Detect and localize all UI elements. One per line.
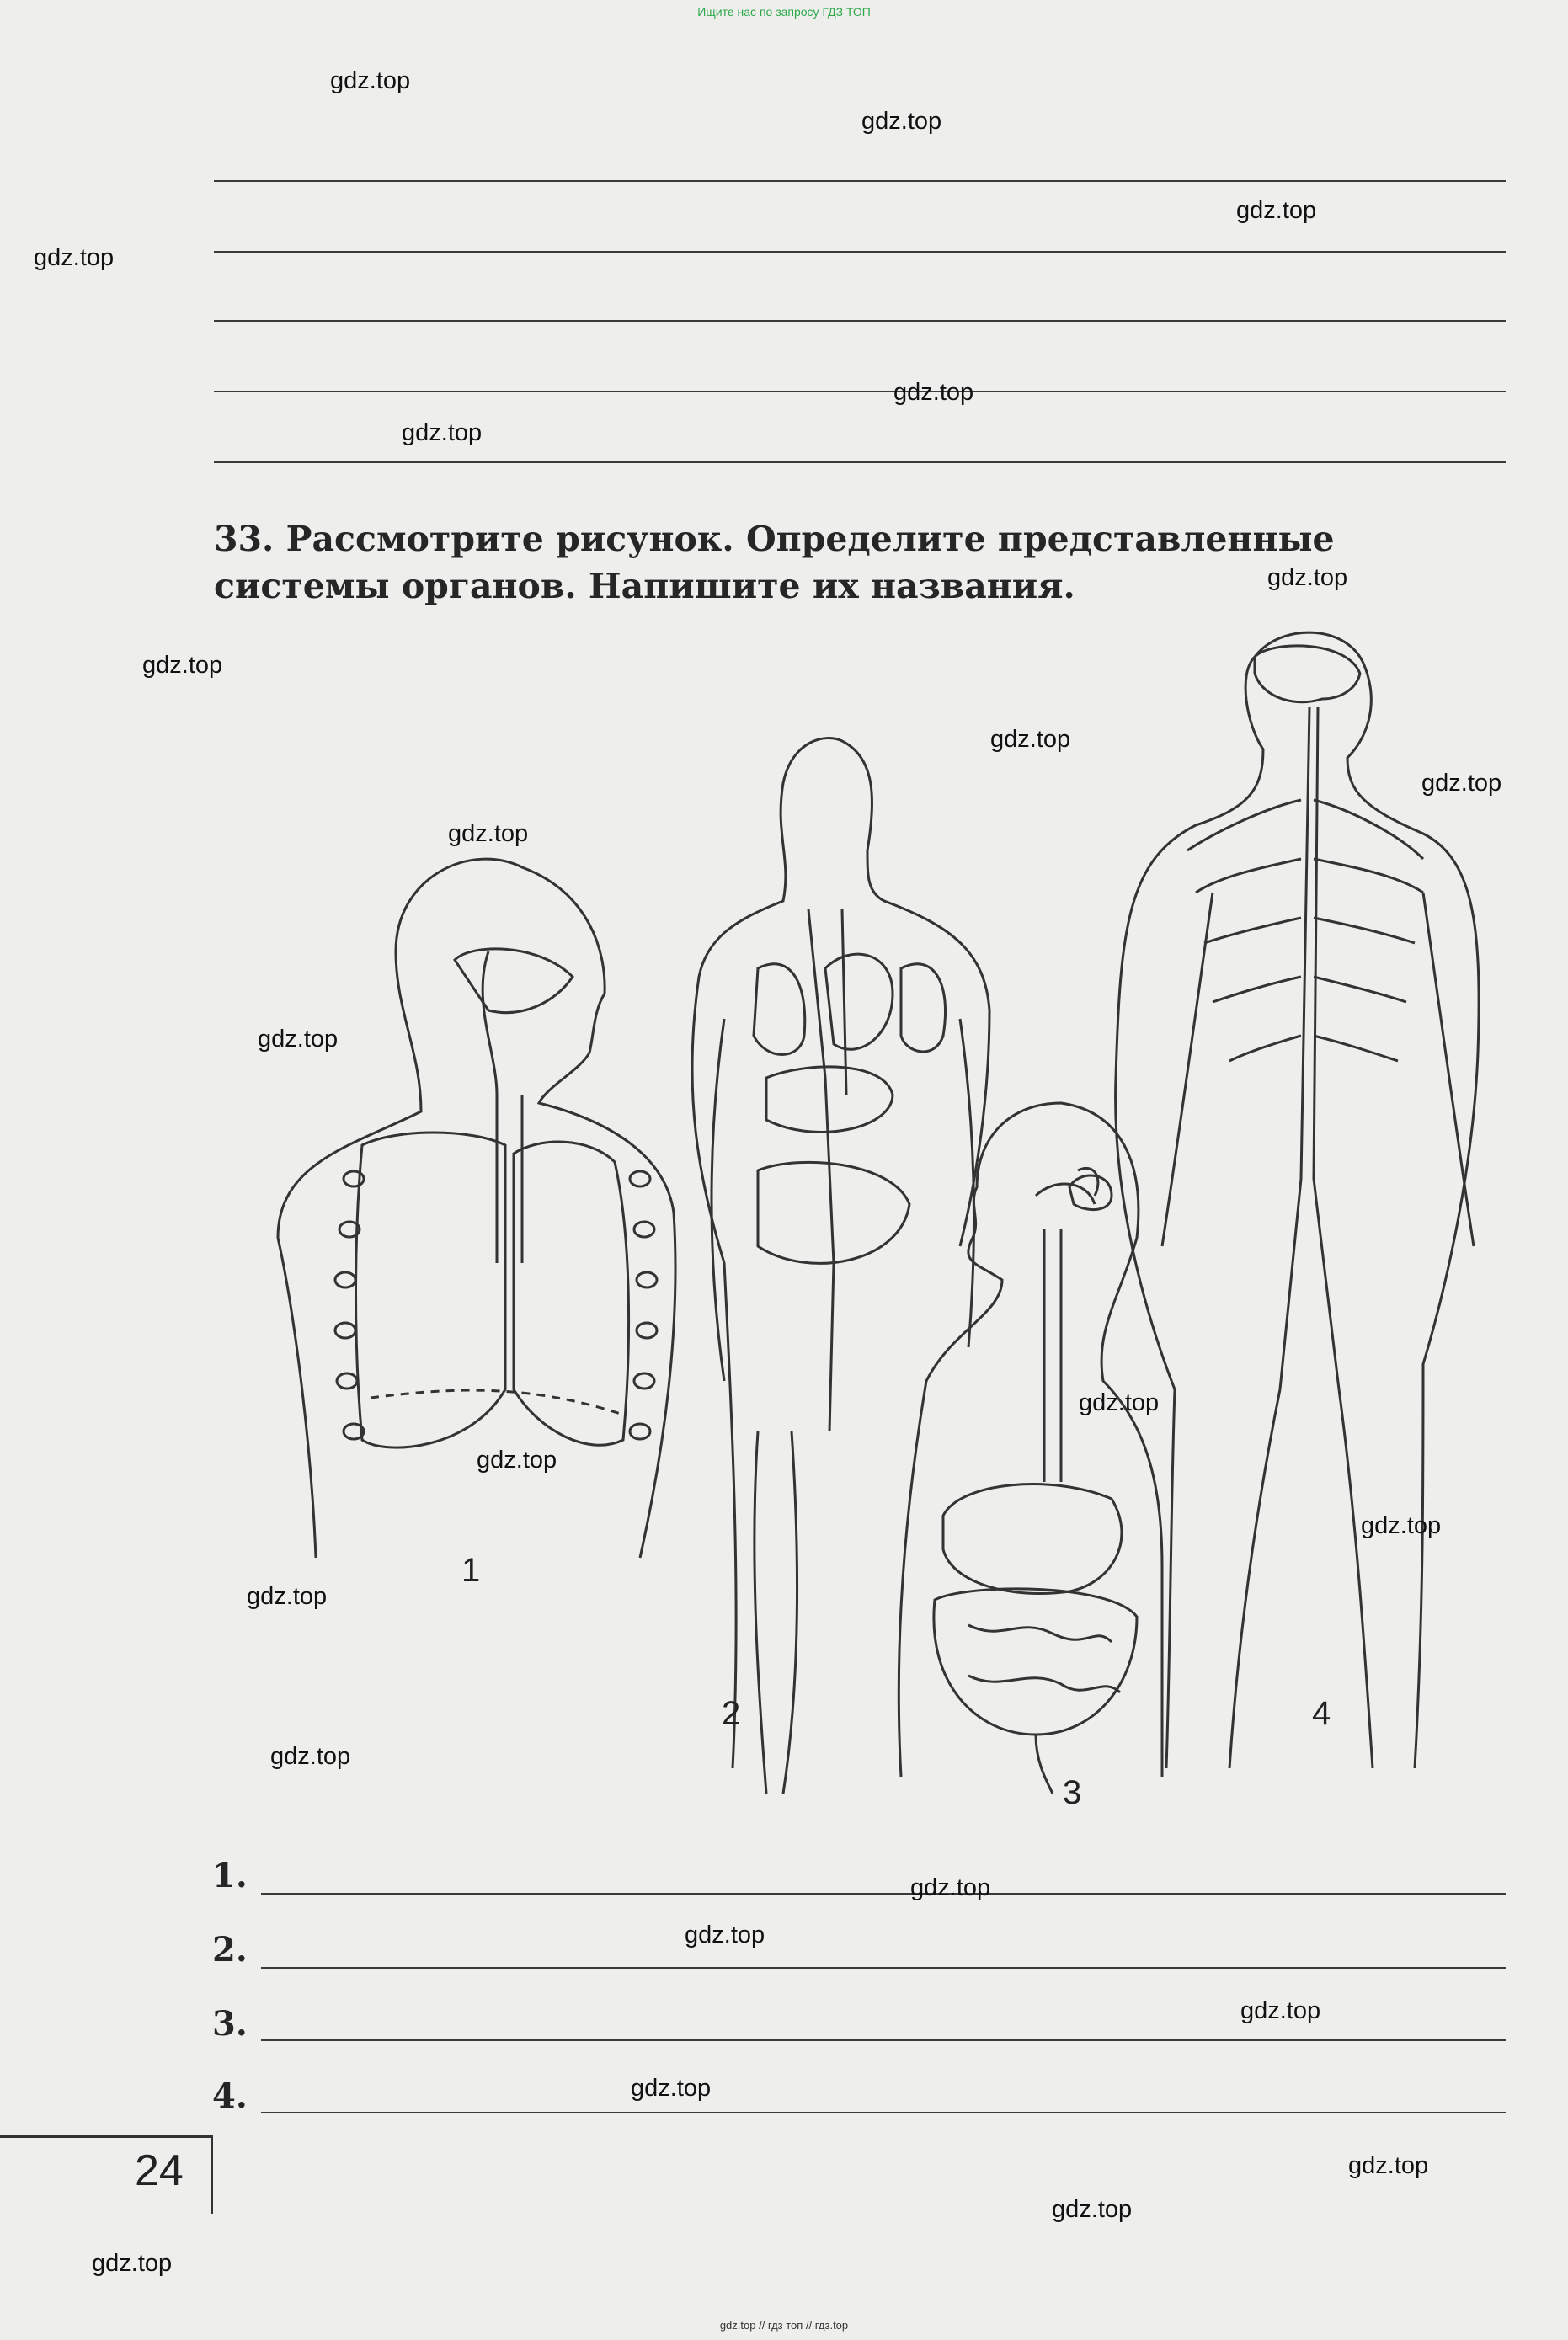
answer-number-2: 2.	[212, 1930, 248, 1970]
answer-number-3: 3.	[212, 2004, 248, 2044]
watermark: gdz.top	[893, 379, 974, 406]
figure-label-2: 2	[722, 1695, 741, 1732]
answer-number-1: 1.	[212, 1856, 248, 1895]
watermark: gdz.top	[1052, 2196, 1133, 2223]
task-number: 33.	[214, 519, 275, 559]
watermark: gdz.top	[990, 726, 1071, 753]
watermark: gdz.top	[1267, 564, 1348, 591]
top-banner[interactable]: Ищите нас по запросу ГДЗ ТОП	[697, 5, 871, 19]
watermark: gdz.top	[1421, 770, 1502, 797]
watermark: gdz.top	[1240, 1997, 1321, 2024]
watermark: gdz.top	[631, 2075, 712, 2102]
watermark: gdz.top	[1236, 197, 1317, 224]
watermark: gdz.top	[1079, 1389, 1160, 1416]
watermark: gdz.top	[142, 652, 223, 679]
watermark: gdz.top	[685, 1922, 765, 1948]
bottom-banner[interactable]: gdz.top // гдз топ // гдз.top	[719, 2319, 849, 2332]
watermark: gdz.top	[247, 1583, 328, 1610]
answer-line-1[interactable]	[261, 1893, 1506, 1895]
watermark: gdz.top	[910, 1874, 991, 1901]
circulatory-figure	[692, 738, 989, 1794]
nervous-figure	[1116, 632, 1480, 1768]
watermark: gdz.top	[34, 244, 115, 271]
figure-label-1: 1	[461, 1552, 481, 1589]
watermark: gdz.top	[448, 820, 529, 847]
answer-number-4: 4.	[212, 2076, 248, 2116]
watermark: gdz.top	[1348, 2152, 1429, 2179]
watermark: gdz.top	[402, 419, 483, 446]
page-number: 24	[135, 2146, 184, 2195]
digestive-figure	[899, 1103, 1162, 1794]
answer-line-2[interactable]	[261, 1967, 1506, 1969]
watermark: gdz.top	[270, 1743, 351, 1770]
watermark: gdz.top	[330, 67, 411, 94]
watermark: gdz.top	[861, 108, 942, 135]
answer-line-3[interactable]	[261, 2039, 1506, 2041]
watermark: gdz.top	[1361, 1512, 1442, 1539]
answer-line-4[interactable]	[261, 2112, 1506, 2113]
watermark: gdz.top	[477, 1447, 557, 1474]
watermark: gdz.top	[258, 1026, 339, 1053]
figure-label-4: 4	[1312, 1695, 1331, 1732]
watermark: gdz.top	[92, 2250, 173, 2277]
figure-label-3: 3	[1063, 1774, 1082, 1811]
task-text: Рассмотрите рисунок. Определите представленные системы органов. Напишите их названия.	[214, 519, 1335, 606]
